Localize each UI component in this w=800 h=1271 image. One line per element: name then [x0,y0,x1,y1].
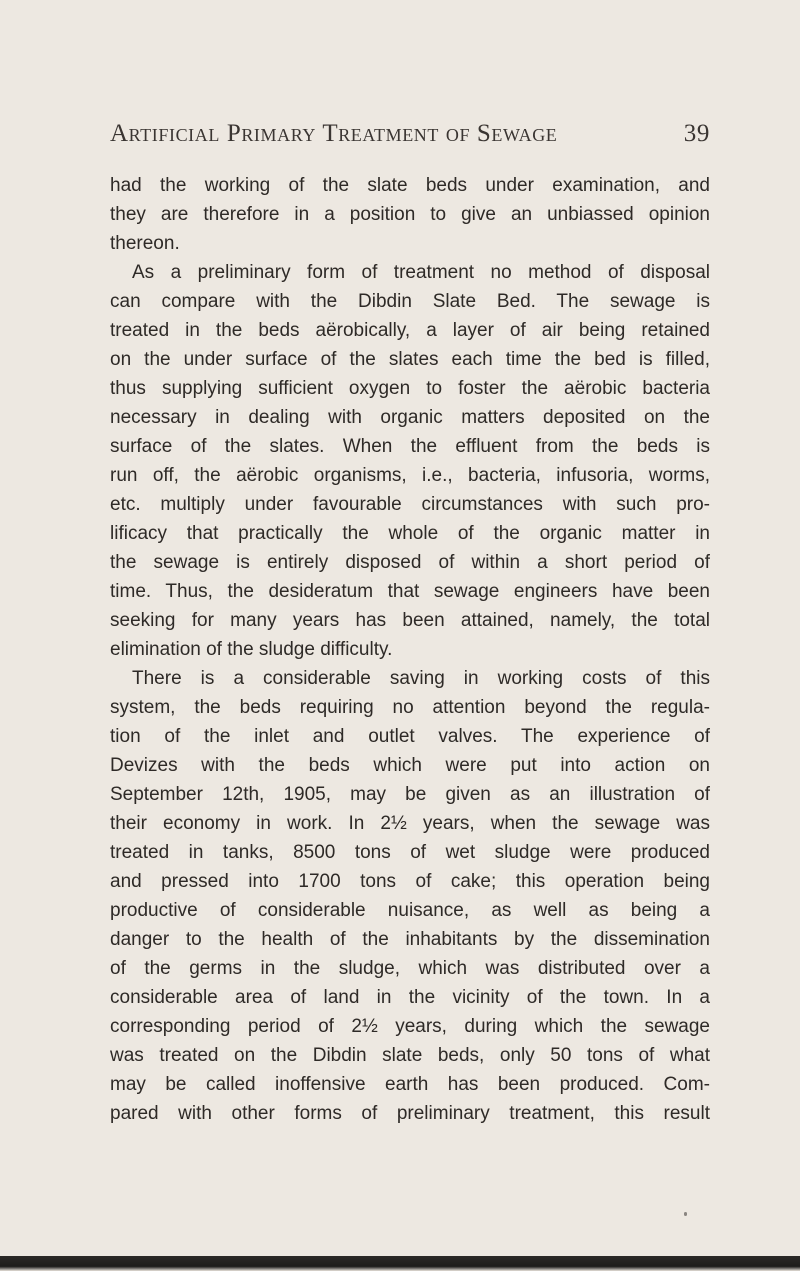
text-line: pared with other forms of preliminary treatment, this result [110,1103,710,1124]
text-line: their economy in work. In 2½ years, when the sewage was [110,813,710,834]
text-line: and pressed into 1700 tons of cake; this operation being [110,871,710,892]
text-line: lificacy that practically the whole of the organic matter in [110,523,710,544]
text-line: corresponding period of 2½ years, during which the sewage [110,1016,710,1037]
running-head-title: Artificial Primary Treatment of Sewage [110,120,558,147]
text-line: September 12th, 1905, may be given as an illustration of [110,784,710,805]
text-line: tion of the inlet and outlet valves. The experience of [110,726,710,747]
paper-speck [684,1212,687,1216]
text-line: had the working of the slate beds under examination, and [110,175,710,196]
text-line: productive of considerable nuisance, as well as being a [110,900,710,921]
text-line: they are therefore in a position to give an unbiassed opinion [110,204,710,225]
text-line: danger to the health of the inhabitants by the dissemination [110,929,710,950]
text-line: was treated on the Dibdin slate beds, only 50 tons of what [110,1045,710,1066]
text-line: on the under surface of the slates each time the bed is filled, [110,349,710,370]
text-line: run off, the aërobic organisms, i.e., bacteria, infusoria, worms, [110,465,710,486]
page-bottom-edge [0,1256,800,1271]
text-line: elimination of the sludge difficulty. [110,639,393,660]
text-line: There is a considerable saving in working costs of this [132,668,710,689]
page-number: 39 [683,120,710,147]
text-line: Devizes with the beds which were put into action on [110,755,710,776]
text-line: the sewage is entirely disposed of within a short period of [110,552,710,573]
paragraph [110,258,710,664]
text-line: may be called inoffensive earth has been produced. Com- [110,1074,710,1095]
text-line: necessary in dealing with organic matters deposited on the [110,407,710,428]
text-line: thereon. [110,233,180,254]
text-line: As a preliminary form of treatment no method of disposal [132,262,710,283]
text-line: system, the beds requiring no attention beyond the regula- [110,697,710,718]
text-line: considerable area of land in the vicinity of the town. In a [110,987,710,1008]
text-line: of the germs in the sludge, which was distributed over a [110,958,710,979]
paragraph [110,664,710,1128]
text-line: surface of the slates. When the effluent from the beds is [110,436,710,457]
text-line: thus supplying sufficient oxygen to foster the aërobic bacteria [110,378,710,399]
text-line: time. Thus, the desideratum that sewage engineers have been [110,581,710,602]
paragraph [110,171,710,258]
text-line: etc. multiply under favourable circumstances with such pro- [110,494,710,515]
text-line: treated in tanks, 8500 tons of wet sludge were produced [110,842,710,863]
text-line: can compare with the Dibdin Slate Bed. The sewage is [110,291,710,312]
text-line: treated in the beds aërobically, a layer of air being retained [110,320,710,341]
text-line: seeking for many years has been attained, namely, the total [110,610,710,631]
running-head [110,120,710,160]
body-text [110,171,710,1128]
